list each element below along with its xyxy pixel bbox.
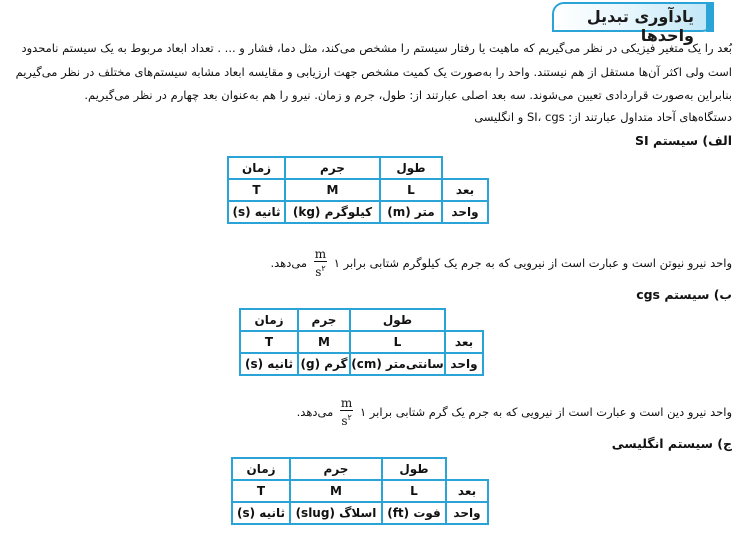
unit-length: سانتی‌متر (cm) (350, 353, 445, 375)
header-length: طول (380, 157, 442, 179)
si-force-note-text: واحد نیرو نیوتن است و عبارت است از نیرویی که به جرم یک کیلوگرم شتابی برابر ۱ (333, 256, 732, 270)
cgs-units-table (239, 308, 484, 376)
header-length: طول (350, 309, 445, 331)
unit-length: فوت (ft) (382, 502, 446, 524)
dim-length: L (350, 331, 445, 353)
row-label-unit: واحد (442, 201, 488, 223)
dim-length: L (382, 480, 446, 502)
unit-mass: اسلاگ (slug) (290, 502, 382, 524)
si-heading: الف) سیستم SI (635, 133, 732, 148)
cgs-force-note-text: واحد نیرو دین است و عبارت است از نیرویی که به جرم یک گرم شتابی برابر ۱ (359, 405, 732, 419)
dim-mass: M (298, 331, 350, 353)
section-title: یادآوری تبدیل واحدها (586, 7, 694, 45)
row-label-dimension: بعد (442, 179, 488, 201)
acceleration-fraction (314, 248, 327, 279)
intro-line-3: بنابراین به‌صورت قراردادی تعیین می‌شوند. سه بعد اصلی عبارتند از: طول، جرم و زمان. نیرو را هم به‌عنوان بعد چهارم در نظر می‌گیریم. (84, 88, 732, 102)
english-heading: ج) سیستم انگلیسی (611, 436, 732, 451)
si-force-note-end: می‌دهد. (270, 256, 308, 270)
unit-time: ثانیه (s) (228, 201, 285, 223)
header-mass: جرم (290, 458, 382, 480)
unit-mass: گرم (g) (298, 353, 350, 375)
cgs-heading: ب) سیستم cgs (636, 287, 732, 302)
cgs-force-note (297, 397, 732, 428)
row-label-unit: واحد (445, 353, 483, 375)
intro-line-2: است ولی اکثر آن‌ها مستقل از هم نیستند. واحد را به‌صورت یک کمیت مشخص جهت ارزیابی و مقایسه ابعاد مشابه سیستم‌های مختلف در نظر می‌گیریم (15, 65, 732, 79)
english-units-table (231, 457, 489, 525)
header-mass: جرم (298, 309, 350, 331)
si-units-table (227, 156, 489, 224)
row-label-dimension: بعد (445, 331, 483, 353)
dim-time: T (240, 331, 298, 353)
fraction-numerator: m (340, 396, 353, 410)
unit-length: متر (m) (380, 201, 442, 223)
dim-time: T (228, 179, 285, 201)
unit-time: ثانیه (s) (240, 353, 298, 375)
header-length: طول (382, 458, 446, 480)
header-time: زمان (232, 458, 290, 480)
dim-mass: M (285, 179, 380, 201)
header-time: زمان (240, 309, 298, 331)
cgs-force-note-end: می‌دهد. (296, 405, 334, 419)
fraction-numerator: m (314, 247, 327, 261)
header-time: زمان (228, 157, 285, 179)
fraction-denominator: $s^۲$ (341, 413, 352, 428)
si-force-note (270, 248, 732, 279)
unit-mass: کیلوگرم (kg) (285, 201, 380, 223)
acceleration-fraction (340, 397, 353, 428)
dim-time: T (232, 480, 290, 502)
section-banner (552, 2, 714, 45)
intro-line-1: بُعد را یک متغیر فیزیکی در نظر می‌گیریم که ماهیت یا رفتار سیستم را مشخص می‌کند، مثل دما، فشار و ... . تعداد ابعاد مربوط به یک سیستم نامحدود (21, 41, 732, 55)
dim-length: L (380, 179, 442, 201)
banner-accent-bar (706, 2, 714, 32)
header-mass: جرم (285, 157, 380, 179)
intro-line-4: دستگاه‌های آحاد متداول عبارتند از: SI، cgs و انگلیسی (474, 110, 732, 124)
fraction-denominator: $s^۲$ (315, 264, 326, 279)
row-label-dimension: بعد (446, 480, 488, 502)
row-label-unit: واحد (446, 502, 488, 524)
unit-time: ثانیه (s) (232, 502, 290, 524)
dim-mass: M (290, 480, 382, 502)
